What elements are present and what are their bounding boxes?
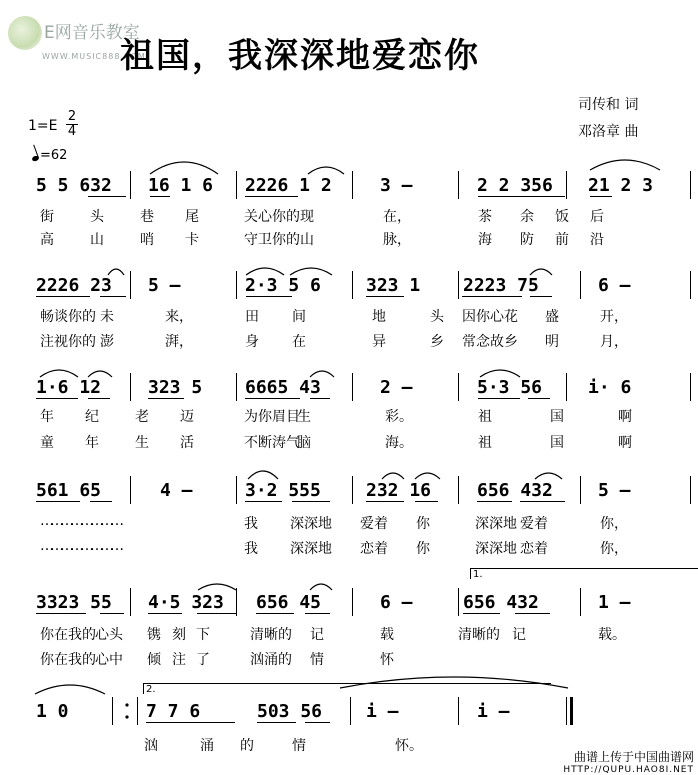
measure: 3 –: [380, 175, 413, 196]
measure: 2·3 5 6: [245, 275, 321, 296]
measure: 3·2 555: [245, 480, 321, 501]
lyric-syllable: 因你心花: [462, 309, 518, 325]
lyric-syllable: 海。: [385, 435, 413, 451]
watermark-url: WWW.MUSIC888.COM: [42, 52, 146, 61]
beam-line: [90, 501, 112, 502]
lyric-syllable: 深深地: [475, 516, 517, 532]
measure: 2 –: [380, 377, 413, 398]
score-system-3: [0, 373, 698, 403]
lyric-syllable: 你在我的: [40, 652, 96, 668]
lyric-syllable: 年: [85, 435, 99, 451]
lyric-syllable: 生: [135, 435, 149, 451]
barline: [130, 476, 131, 504]
lyric-syllable: 余: [520, 209, 534, 225]
barline: [130, 171, 131, 199]
lyric-syllable: 脑: [297, 435, 311, 451]
tempo-marking: [32, 148, 67, 163]
lyric-syllable: 迈: [180, 409, 194, 425]
barline: [236, 171, 237, 199]
measure: 323 1: [366, 275, 421, 296]
lyric-syllable: 你: [416, 516, 430, 532]
slur: [590, 160, 660, 170]
barline: [458, 271, 459, 299]
measure: 6665 43: [245, 377, 321, 398]
beam-line: [305, 613, 330, 614]
footer: [563, 748, 694, 775]
beam-line: [245, 501, 282, 502]
time-signature: [66, 110, 78, 139]
lyric-syllable: ……………………: [40, 513, 120, 529]
barline: [458, 373, 459, 401]
key-signature: 1=E: [28, 118, 58, 134]
beam-line: [88, 196, 126, 197]
barline: [352, 171, 353, 199]
measure: 5 –: [598, 480, 631, 501]
lyric-syllable: 下: [196, 627, 210, 643]
beam-line: [463, 613, 500, 614]
barline: [566, 697, 567, 725]
barline: [690, 476, 691, 504]
barline: [236, 271, 237, 299]
lyric-syllable: 载。: [598, 627, 626, 643]
measure: 2 2 356: [477, 175, 553, 196]
lyric-syllable: 脉，: [383, 232, 411, 248]
measure: 656 45: [256, 592, 322, 613]
measure: 21 2 3: [588, 175, 654, 196]
lyric-syllable: 月，: [600, 334, 628, 350]
measure: 323 5: [148, 377, 203, 398]
volta-bracket: [143, 683, 551, 694]
lyric-syllable: 明: [545, 334, 559, 350]
beam-line: [528, 398, 550, 399]
lyric-syllable: 来，: [165, 309, 193, 325]
lyric-syllable: 盛: [545, 309, 559, 325]
barline: [458, 588, 459, 616]
barline: [458, 697, 459, 725]
lyric-syllable: 卡: [185, 232, 199, 248]
beam-line: [310, 398, 330, 399]
lyric-syllable: 不断涛气: [244, 435, 300, 451]
measure: 1 –: [598, 592, 631, 613]
lyric-syllable: 恋着: [520, 541, 548, 557]
lyric-syllable: 祖: [478, 435, 492, 451]
beam-line: [146, 722, 235, 723]
lyric-syllable: 关心你的: [244, 209, 300, 225]
barline: [137, 697, 138, 725]
quarter-note-icon: [31, 155, 39, 162]
barline: [130, 588, 131, 616]
measure: 232 16: [366, 480, 432, 501]
score-system-1: [0, 171, 698, 201]
barline: [350, 697, 351, 725]
beam-line: [150, 196, 170, 197]
lyric-syllable: 巷: [140, 209, 154, 225]
lyric-syllable: 涌: [200, 738, 214, 754]
lyric-syllable: 童: [40, 435, 54, 451]
barline: [236, 588, 237, 616]
barline: [566, 373, 567, 401]
lyric-syllable: 啊: [618, 435, 632, 451]
measure: 16 1 6: [148, 175, 214, 196]
lyricist-credit: 司传和 词: [578, 97, 639, 113]
lyric-syllable: 乡: [430, 334, 444, 350]
beam-line: [478, 196, 565, 197]
lyric-syllable: 现: [300, 209, 314, 225]
lyric-syllable: 饭: [555, 209, 569, 225]
lyric-syllable: 后: [590, 209, 604, 225]
beam-line: [246, 296, 292, 297]
measure: 7 7 6: [146, 701, 201, 722]
beam-line: [36, 398, 78, 399]
volta-bracket: [470, 568, 698, 579]
measure: 1 0: [36, 701, 69, 722]
beam-line: [100, 613, 124, 614]
lyric-syllable: 开，: [600, 309, 628, 325]
score-system-5: [0, 569, 698, 618]
beam-line: [100, 296, 126, 297]
lyric-syllable: 异: [372, 334, 386, 350]
lyric-syllable: 你: [416, 541, 430, 557]
lyric-syllable: 湃，: [165, 334, 193, 350]
beam-line: [36, 296, 90, 297]
measure: 656 432: [477, 480, 553, 501]
measure: 6 –: [380, 592, 413, 613]
slur: [35, 685, 105, 694]
lyric-syllable: 我: [244, 516, 258, 532]
beam-line: [366, 501, 404, 502]
beam-line: [462, 296, 522, 297]
lyric-syllable: 倾: [147, 652, 161, 668]
lyric-syllable: 清晰的: [250, 627, 292, 643]
measure: 3323 55: [36, 592, 112, 613]
lyric-syllable: 澎: [100, 334, 114, 350]
barline: [566, 171, 567, 199]
lyric-syllable: 山: [90, 232, 104, 248]
barline: [236, 373, 237, 401]
lyric-syllable: 载: [380, 627, 394, 643]
measure: 1·6 12: [36, 377, 102, 398]
measure: 503 56: [257, 701, 323, 722]
lyric-syllable: 你，: [600, 541, 628, 557]
lyric-syllable: 头: [90, 209, 104, 225]
measure: i –: [366, 701, 399, 722]
beam-line: [478, 398, 520, 399]
barline: [352, 476, 353, 504]
beam-line: [590, 196, 612, 197]
lyric-syllable: 你在我的: [40, 627, 96, 643]
lyric-syllable: 情: [310, 652, 324, 668]
lyric-syllable: 纪: [85, 409, 99, 425]
beam-line: [148, 398, 184, 399]
volta-label: 1.: [473, 569, 483, 580]
time-signature-bottom: 4: [67, 124, 77, 139]
lyric-syllable: 活: [180, 435, 194, 451]
barline: [352, 588, 353, 616]
lyric-syllable: 生: [297, 409, 311, 425]
lyric-syllable: 心头: [95, 627, 123, 643]
lyric-syllable: 年: [40, 409, 54, 425]
measure: 656 432: [463, 592, 539, 613]
lyric-syllable: 镌: [147, 627, 161, 643]
score-system-6: [0, 684, 698, 727]
barline: [352, 373, 353, 401]
lyric-syllable: 的: [240, 738, 254, 754]
barline: [580, 588, 581, 616]
lyric-syllable: 在: [292, 334, 306, 350]
measure: 2226 1 2: [245, 175, 332, 196]
barline: [236, 476, 237, 504]
lyric-syllable: 注视你的: [40, 334, 96, 350]
barline: [570, 697, 573, 725]
tempo-value: =62: [40, 148, 68, 163]
lyric-syllable: 身: [245, 334, 259, 350]
beam-line: [245, 398, 300, 399]
lyric-syllable: 情: [292, 738, 306, 754]
lyric-syllable: 注: [172, 652, 186, 668]
lyric-syllable: 哨: [140, 232, 154, 248]
barline: [352, 271, 353, 299]
lyric-syllable: 彩。: [385, 409, 413, 425]
lyric-syllable: 汹涌的: [250, 652, 292, 668]
lyric-syllable: ……………………: [40, 538, 120, 554]
measure: 4 –: [160, 480, 193, 501]
lyric-syllable: 海: [478, 232, 492, 248]
barline: [130, 271, 131, 299]
lyric-syllable: 前: [555, 232, 569, 248]
beam-line: [292, 501, 330, 502]
beam-line: [36, 501, 80, 502]
lyric-syllable: 高: [40, 232, 54, 248]
measure: 5 –: [148, 275, 181, 296]
measure: 2226 23: [36, 275, 112, 296]
time-signature-top: 2: [67, 109, 77, 124]
beam-line: [197, 613, 236, 614]
beam-line: [36, 613, 86, 614]
barline: [690, 271, 691, 299]
lyric-syllable: 守卫你的: [244, 232, 300, 248]
beam-line: [477, 501, 512, 502]
lyric-syllable: 记: [512, 627, 526, 643]
lyric-syllable: 老: [135, 409, 149, 425]
barline: [580, 271, 581, 299]
score-system-2: [0, 271, 698, 301]
lyric-syllable: 田: [245, 309, 259, 325]
score-system-4: [0, 476, 698, 506]
lyric-syllable: 在，: [383, 209, 411, 225]
lyric-syllable: 汹: [144, 738, 158, 754]
beam-line: [148, 613, 182, 614]
beam-line: [515, 613, 550, 614]
footer-source: 曲谱上传于中国曲谱网: [573, 750, 694, 764]
lyric-syllable: 深深地: [290, 541, 332, 557]
barline: [112, 697, 113, 725]
lyric-syllable: 祖: [478, 409, 492, 425]
lyric-syllable: 未: [100, 309, 114, 325]
lyric-syllable: 国: [550, 409, 564, 425]
beam-line: [415, 501, 438, 502]
barline: [458, 171, 459, 199]
beam-line: [88, 398, 110, 399]
measure: 6 –: [598, 275, 631, 296]
lyric-syllable: 畅谈你的: [40, 309, 96, 325]
beam-line: [257, 722, 296, 723]
barline: [130, 373, 131, 401]
lyric-syllable: 怀: [380, 652, 394, 668]
watermark-text: E网音乐教室: [44, 23, 140, 43]
footer-url: HTTP://QUPU.HAO8I.NET: [563, 765, 694, 775]
barline: [690, 373, 691, 401]
beam-line: [305, 722, 330, 723]
barline: [458, 476, 459, 504]
lyric-syllable: 了: [196, 652, 210, 668]
watermark-logo-icon: [8, 16, 42, 50]
volta-label: 2.: [146, 684, 156, 695]
measure: 5 5 632: [36, 175, 112, 196]
lyric-syllable: 尾: [185, 209, 199, 225]
beam-line: [256, 613, 294, 614]
lyric-syllable: 深深地: [290, 516, 332, 532]
lyric-syllable: 间: [292, 309, 306, 325]
lyric-syllable: 刻: [172, 627, 186, 643]
measure: 2223 75: [463, 275, 539, 296]
lyric-syllable: 记: [310, 627, 324, 643]
lyric-syllable: 清晰的: [458, 627, 500, 643]
lyric-syllable: 爱着: [360, 516, 388, 532]
barline: [690, 171, 691, 199]
lyric-syllable: 防: [520, 232, 534, 248]
lyric-syllable: 啊: [618, 409, 632, 425]
lyric-syllable: 爱着: [520, 516, 548, 532]
lyric-syllable: 常念故乡: [462, 334, 518, 350]
page-title: 祖国，我深深地爱恋你: [120, 36, 480, 76]
lyric-syllable: 地: [372, 309, 386, 325]
lyric-syllable: 山: [300, 232, 314, 248]
lyric-syllable: 头: [430, 309, 444, 325]
lyric-syllable: 怀。: [395, 738, 423, 754]
beam-line: [530, 296, 552, 297]
beam-line: [245, 196, 298, 197]
lyric-syllable: 心中: [95, 652, 123, 668]
measure: 4·5 323: [148, 592, 224, 613]
lyric-syllable: 街: [40, 209, 54, 225]
barline: [580, 476, 581, 504]
lyric-syllable: 我: [244, 541, 258, 557]
measure: 5·3 56: [477, 377, 543, 398]
measure: 561 65: [36, 480, 102, 501]
beam-line: [366, 296, 404, 297]
lyric-syllable: 深深地: [475, 541, 517, 557]
beam-line: [520, 501, 565, 502]
lyric-syllable: 你，: [600, 516, 628, 532]
lyric-syllable: 为你眉目: [244, 409, 300, 425]
lyric-syllable: 国: [550, 435, 564, 451]
measure: i· 6: [588, 377, 632, 398]
lyric-syllable: 沿: [590, 232, 604, 248]
lyric-syllable: 恋着: [360, 541, 388, 557]
lyric-syllable: 茶: [478, 209, 492, 225]
composer-credit: 邓洛章 曲: [578, 124, 639, 140]
measure: i –: [477, 701, 510, 722]
